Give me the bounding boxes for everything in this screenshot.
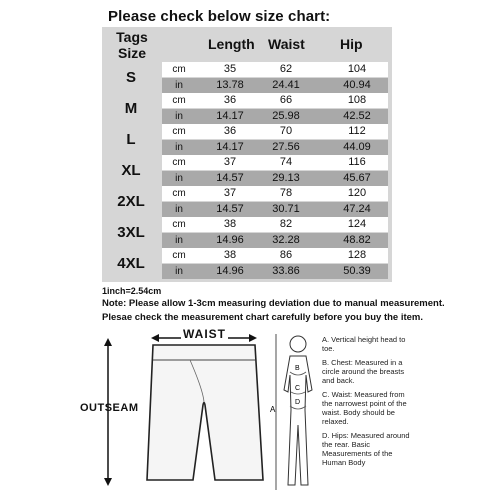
table-row: [196, 155, 388, 170]
length-cell: 35: [223, 63, 237, 75]
table-row: [196, 93, 388, 108]
table-row: [196, 233, 388, 248]
waist-cell: 66: [279, 94, 293, 106]
unit-label: in: [162, 140, 196, 155]
hip-cell: 108: [347, 94, 367, 106]
waist-cell: 24.41: [272, 78, 300, 91]
deviation-note: Note: Please allow 1-3cm measuring deviation due to manual measurement.: [102, 298, 445, 309]
hip-cell: 120: [347, 187, 367, 199]
unit-label: in: [162, 171, 196, 186]
head-shape: [290, 336, 306, 352]
waist-cell: 32.28: [272, 233, 300, 246]
hip-cell: 47.24: [343, 202, 371, 215]
page-title: Please check below size chart:: [108, 8, 331, 25]
shorts-outline: [147, 345, 263, 480]
length-cell: 36: [223, 125, 237, 137]
hip-cell: 40.94: [343, 78, 371, 91]
header-size-label: Size: [117, 45, 146, 61]
inch-conversion-note: 1inch=2.54cm: [102, 286, 162, 296]
hip-cell: 44.09: [343, 140, 371, 153]
waist-cell: 25.98: [272, 109, 300, 122]
hip-cell: 45.67: [343, 171, 371, 184]
unit-label: cm: [162, 186, 196, 201]
table-row: [196, 171, 388, 186]
legend-item-c: C. Waist: Measured from the narrowest point of the waist. Body should be relaxed.: [322, 390, 407, 426]
waist-line-body: [291, 392, 305, 394]
length-cell: 14.96: [216, 264, 244, 277]
unit-label: in: [162, 233, 196, 248]
length-cell: 14.96: [216, 233, 244, 246]
waist-cell: 33.86: [272, 264, 300, 277]
table-row: [196, 264, 388, 279]
unit-label: cm: [162, 93, 196, 108]
outseam-arrow-top: [104, 338, 112, 346]
body-figure: [268, 330, 323, 498]
unit-label: in: [162, 78, 196, 93]
waist-cell: 74: [279, 156, 293, 168]
length-cell: 14.17: [216, 140, 244, 153]
waist-cell: 30.71: [272, 202, 300, 215]
waist-cell: 86: [279, 249, 293, 261]
check-note: Plesae check the measurement chart carefully before you buy the item.: [102, 312, 424, 323]
size-label: L: [126, 131, 136, 148]
length-cell: 14.57: [216, 202, 244, 215]
size-chart-table: [102, 27, 392, 282]
waist-arrow-right: [249, 334, 257, 342]
table-row: [196, 109, 388, 124]
length-cell: 36: [223, 94, 237, 106]
length-cell: 14.57: [216, 171, 244, 184]
size-label: 2XL: [117, 193, 145, 210]
hip-cell: 42.52: [343, 109, 371, 122]
measurement-legend: [322, 335, 412, 472]
unit-label: cm: [162, 248, 196, 263]
waist-cell: 82: [279, 218, 293, 230]
header-tags-size: [102, 27, 162, 64]
hip-line: [290, 406, 306, 409]
hip-cell: 128: [347, 249, 367, 261]
header-tags-label: Tags: [116, 29, 148, 45]
unit-label: in: [162, 109, 196, 124]
size-label: 4XL: [117, 255, 145, 272]
unit-label: cm: [162, 155, 196, 170]
unit-label: cm: [162, 62, 196, 77]
unit-label: cm: [162, 124, 196, 139]
length-cell: 13.78: [216, 78, 244, 91]
header-length: Length: [208, 36, 255, 52]
outseam-label: OUTSEAM: [80, 402, 139, 414]
size-label: XL: [121, 162, 141, 179]
table-row: [196, 202, 388, 217]
size-label: M: [124, 100, 138, 117]
size-label: S: [125, 69, 136, 86]
length-cell: 37: [223, 187, 237, 199]
unit-label: in: [162, 202, 196, 217]
letter-d: D: [295, 399, 301, 406]
table-row: [196, 62, 388, 77]
header-waist: Waist: [268, 36, 305, 52]
length-cell: 37: [223, 156, 237, 168]
hip-cell: 116: [348, 156, 366, 168]
table-row: [196, 217, 388, 232]
length-cell: 38: [223, 249, 237, 261]
unit-label: in: [162, 264, 196, 279]
length-cell: 14.17: [216, 109, 244, 122]
waist-cell: 27.56: [272, 140, 300, 153]
waist-cell: 62: [279, 63, 293, 75]
length-cell: 38: [223, 218, 237, 230]
waist-cell: 70: [279, 125, 293, 137]
legend-item-b: B. Chest: Measured in a circle around the breasts and back.: [322, 358, 405, 385]
table-row: [196, 140, 388, 155]
header-hip: Hip: [340, 36, 363, 52]
hip-cell: 50.39: [343, 264, 371, 277]
unit-label: cm: [162, 217, 196, 232]
hip-cell: 104: [347, 63, 367, 75]
waist-cell: 78: [279, 187, 293, 199]
outseam-arrow-bottom: [104, 478, 112, 486]
table-row: [196, 78, 388, 93]
hip-cell: 112: [348, 125, 366, 137]
hip-cell: 48.82: [343, 233, 371, 246]
size-label: 3XL: [117, 224, 145, 241]
table-row: [196, 124, 388, 139]
letter-a: A: [270, 405, 276, 414]
chest-line: [290, 372, 306, 375]
waist-label: WAIST: [183, 327, 226, 341]
legend-item-d: D. Hips: Measured around the rear. Basic Measurements of the Human Body: [322, 431, 410, 467]
waist-cell: 29.13: [272, 171, 300, 184]
waist-arrow-left: [151, 334, 159, 342]
letter-c: C: [295, 385, 301, 392]
letter-b: B: [295, 365, 300, 372]
hip-cell: 124: [347, 218, 367, 230]
table-row: [196, 248, 388, 263]
legend-item-a: A. Vertical height head to toe.: [322, 335, 406, 353]
table-row: [196, 186, 388, 201]
